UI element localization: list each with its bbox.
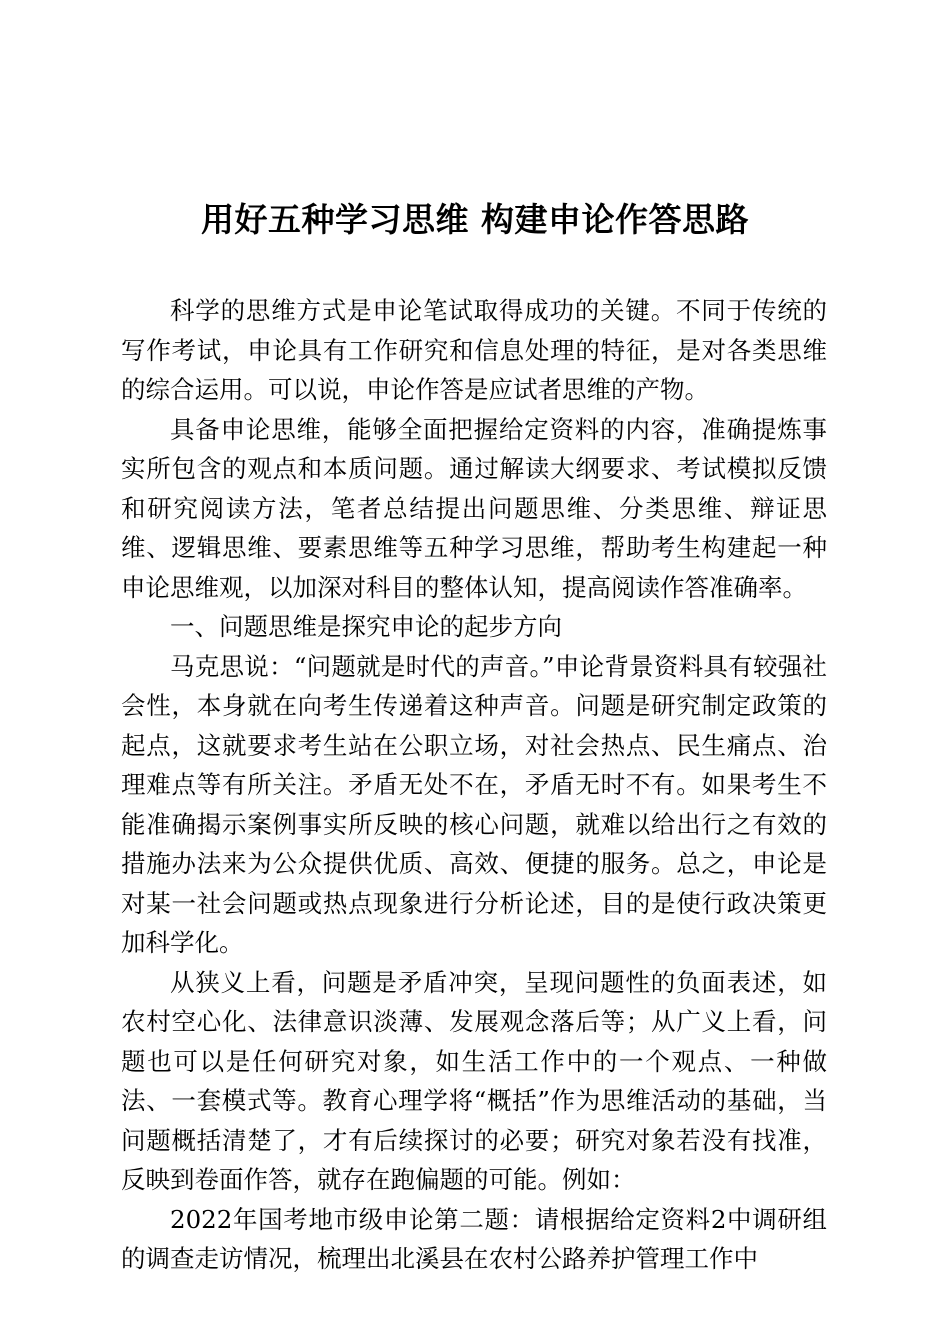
- paragraph-problem-scope: 从狭义上看，问题是矛盾冲突，呈现问题性的负面表述，如农村空心化、法律意识淡薄、发展观念落后等；从广义上看，问题也可以是任何研究对象，如生活工作中的一个观点、一种做法、一套模式等。教育心理学将“概括”作为思维活动的基础，当问题概括清楚了，才有后续探讨的必要；研究对象若没有找准，反映到卷面作答，就存在跑偏题的可能。例如：: [121, 967, 827, 1194]
- paragraph-overview: 具备申论思维，能够全面把握给定资料的内容，准确提炼事实所包含的观点和本质问题。通过解读大纲要求、考试模拟反馈和研究阅读方法，笔者总结提出问题思维、分类思维、辩证思维、逻辑思维、要素思维等五种学习思维，帮助考生构建起一种申论思维观，以加深对科目的整体认知，提高阅读作答准确率。: [121, 414, 827, 602]
- document-title: 用好五种学习思维 构建申论作答思路: [201, 200, 749, 239]
- document-body: [121, 291, 827, 1279]
- paragraph-exam-example: 2022年国考地市级申论第二题：请根据给定资料2中调研组的调查走访情况，梳理出北溪县在农村公路养护管理工作中: [121, 1204, 827, 1273]
- paragraph-marx-quote: 马克思说：“问题就是时代的声音。”申论背景资料具有较强社会性，本身就在向考生传递着这种声音。问题是研究制定政策的起点，这就要求考生站在公职立场，对社会热点、民生痛点、治理难点等有所关注。矛盾无处不在，矛盾无时不有。如果考生不能准确揭示案例事实所反映的核心问题，就难以给出行之有效的措施办法来为公众提供优质、高效、便捷的服务。总之，申论是对某一社会问题或热点现象进行分析论述，目的是使行政决策更加科学化。: [121, 651, 827, 957]
- section-heading: 一、问题思维是探究申论的起步方向: [170, 612, 562, 641]
- paragraph-intro: 科学的思维方式是申论笔试取得成功的关键。不同于传统的写作考试，申论具有工作研究和信息处理的特征，是对各类思维的综合运用。可以说，申论作答是应试者思维的产物。: [121, 296, 827, 404]
